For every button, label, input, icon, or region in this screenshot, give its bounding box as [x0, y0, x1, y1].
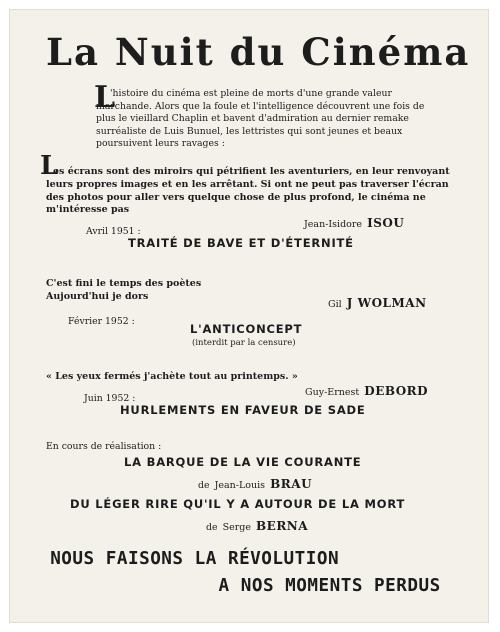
- brau-first-name: Jean-Louis: [214, 480, 266, 491]
- wolman-quote-line1: C'est fini le temps des poètes: [46, 278, 202, 289]
- debord-quote: « Les yeux fermés j'achète tout au printemps. »: [46, 371, 298, 382]
- in-progress-label: En cours de réalisation :: [46, 441, 162, 452]
- isou-quote-dropcap: L: [40, 151, 59, 181]
- berna-first-name: Serge: [222, 522, 251, 533]
- isou-date: Avril 1951 :: [86, 226, 141, 237]
- debord-work-title: HURLEMENTS EN FAVEUR DE SADE: [120, 403, 366, 417]
- wolman-first-name: Gil: [328, 299, 342, 310]
- berna-work-title: DU LÉGER RIRE QU'IL Y A AUTOUR DE LA MORT: [70, 497, 406, 511]
- wolman-quote-line2: Aujourd'hui je dors: [46, 291, 149, 302]
- brau-work-title: LA BARQUE DE LA VIE COURANTE: [124, 455, 362, 469]
- isou-author: [304, 212, 404, 231]
- intro-text: 'histoire du cinéma est pleine de morts d'une grande valeur marchande. Alors que la foule et l'intelligence découvrent une fois de plus le vieillard Chaplin et bavent d'admiration au dernier remake surréaliste de Luis Bunuel, les lettristes qui sont jeunes et beaux poursuivent leurs ravages :: [96, 88, 425, 150]
- brau-by: de: [198, 480, 210, 491]
- debord-author: [305, 380, 428, 399]
- berna-by: de: [206, 522, 218, 533]
- berna-last-name: BERNA: [256, 519, 309, 533]
- isou-work-title: TRAITÉ DE BAVE ET D'ÉTERNITÉ: [128, 236, 354, 250]
- debord-date: Juin 1952 :: [84, 393, 136, 404]
- intro-dropcap: L: [94, 80, 116, 115]
- brau-author: [198, 473, 312, 492]
- wolman-work-title: L'ANTICONCEPT: [190, 322, 303, 336]
- slogan-line1: NOUS FAISONS LA RÉVOLUTION: [50, 548, 340, 569]
- debord-last-name: DEBORD: [364, 384, 429, 398]
- isou-last-name: ISOU: [367, 216, 405, 230]
- debord-first-name: Guy-Ernest: [305, 387, 360, 398]
- wolman-last-name: J WOLMAN: [346, 296, 427, 310]
- slogan-line2: A NOS MOMENTS PERDUS: [218, 575, 441, 596]
- isou-first-name: Jean-Isidore: [304, 219, 363, 230]
- intro-paragraph: [96, 88, 426, 151]
- poster-title: La Nuit du Cinéma: [46, 30, 471, 74]
- wolman-date: Février 1952 :: [68, 316, 135, 327]
- berna-author: [206, 515, 308, 534]
- wolman-author: [328, 292, 427, 311]
- isou-quote-text: es écrans sont des miroirs qui pétrifient les aventuriers, en leur renvoyant leurs propres images et en les arrêtant. Si ont ne peut pas traverser l'écran des photos pour aller vers quelque chose de plus profond, le cinéma ne m'intéresse pas: [46, 166, 450, 216]
- brau-last-name: BRAU: [270, 477, 313, 491]
- wolman-censorship-note: (interdit par la censure): [192, 338, 296, 348]
- isou-quote: [46, 166, 466, 217]
- poster-sheet: [10, 10, 488, 622]
